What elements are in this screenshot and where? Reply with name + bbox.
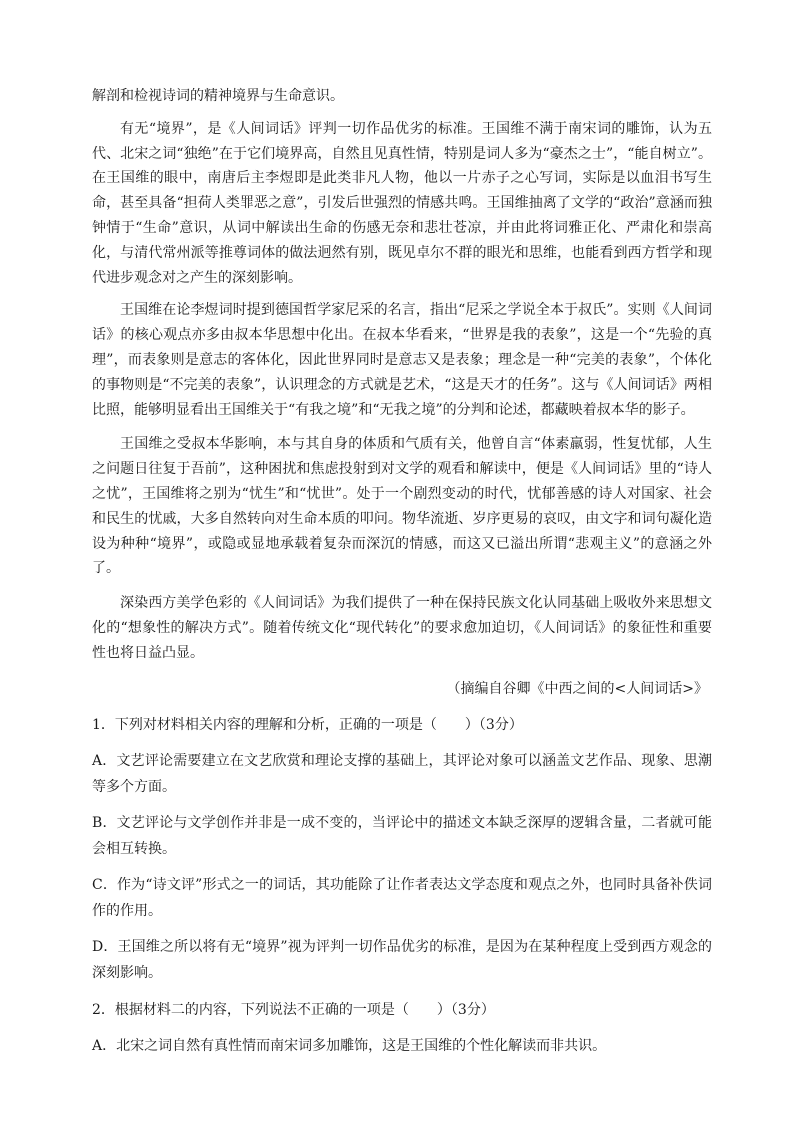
question-1-option-c: C．作为“诗文评”形式之一的词话，其功能除了让作者表达文学态度和观点之外，也同时具备补佚词作的作用。	[92, 877, 712, 920]
question-2-option-a: A．北宋之词自然有真性情而南宋词多加雕饰，这是王国维的个性化解读而非共识。	[92, 1037, 607, 1054]
paragraph-conclusion: 深染西方美学色彩的《人间词话》为我们提供了一种在保持民族文化认同基础上吸收外来思想文化的“想象性的解决方式”。随着传统文化“现代转化”的要求愈加迫切，《人间词话》的象征性和重要性也将日益凸显。	[92, 595, 712, 661]
paragraph-schopenhauer: 王国维在论李煜词时提到德国哲学家尼采的名言，指出“尼采之学说全本于叔氏”。实则《人间词话》的核心观点亦多由叔本华思想中化出。在叔本华看来，“世界是我的表象”，这是一个“先验的真理”，而表象则是意志的客体化，因此世界同时是意志又是表象；理念是一种“完美的表象”，个体化的事物则是“不完美的表象”，认识理念的方式就是艺术，“这是天才的任务”。这与《人间词话》两相比照，能够明显看出王国维关于“有我之境”和“无我之境”的分判和论述，都藏映着叔本华的影子。	[92, 302, 712, 418]
paragraph-melancholy: 王国维之受叔本华影响，本与其自身的体质和气质有关，他曾自言“体素羸弱，性复忧郁，人生之问题日往复于吾前”，这种困扰和焦虑投射到对文学的观看和解读中，便是《人间词话》里的“诗人之忧”，王国维将之别为“忧生”和“忧世”。处于一个剧烈变动的时代，忧郁善感的诗人对国家、社会和民生的忧戚，大多自然转向对生命本质的叩问。物华流逝、岁序更易的哀叹，由文字和词句凝化造设为种种“境界”，或隐或显地承载着复杂而深沉的情感，而这又已溢出所谓“悲观主义”的意涵之外了。	[92, 436, 712, 577]
question-1-stem: 1．下列对材料相关内容的理解和分析，正确的一项是（ ）（3分）	[92, 717, 523, 734]
question-2-stem: 2．根据材料二的内容，下列说法不正确的一项是（ ）（3分）	[92, 1002, 495, 1019]
question-1-option-b: B．文艺评论与文学创作并非是一成不变的，当评论中的描述文本缺乏深厚的逻辑含量，二者就可能会相互转换。	[92, 815, 712, 858]
document-page	[92, 84, 712, 1059]
paragraph-intro-tail: 解剖和检视诗词的精神境界与生命意识。	[92, 88, 344, 104]
question-1-option-d: D．王国维之所以将有无“境界”视为评判一切作品优劣的标准，是因为在某种程度上受到西方观念的深刻影响。	[92, 939, 712, 982]
question-1-option-a: A．文艺评论需要建立在文艺欣赏和理论支撑的基础上，其评论对象可以涵盖文艺作品、现象、思潮等多个方面。	[92, 753, 712, 796]
source-citation: （摘编自谷卿《中西之间的<人间词话>》	[446, 680, 708, 697]
paragraph-jingjie: 有无“境界”，是《人间词话》评判一切作品优劣的标准。王国维不满于南宋词的雕饰，认为五代、北宋之词“独绝”在于它们境界高，自然且见真性情，特别是词人多为“豪杰之士”，“能自树立”。在王国维的眼中，南唐后主李煜即是此类非凡人物，他以一片赤子之心写词，实际是以血泪书写生命，甚至具备“担荷人类罪恶之意”，引发后世强烈的情感共鸣。王国维抽离了文学的“政治”意涵而独钟情于“生命”意识，从词中解读出生命的伤感无奈和悲壮苍凉，并由此将词雅正化、严肃化和崇高化，与清代常州派等推尊词体的做法迥然有别，既见卓尔不群的眼光和思维，也能看到西方哲学和现代进步观念对之产生的深刻影响。	[92, 120, 712, 286]
